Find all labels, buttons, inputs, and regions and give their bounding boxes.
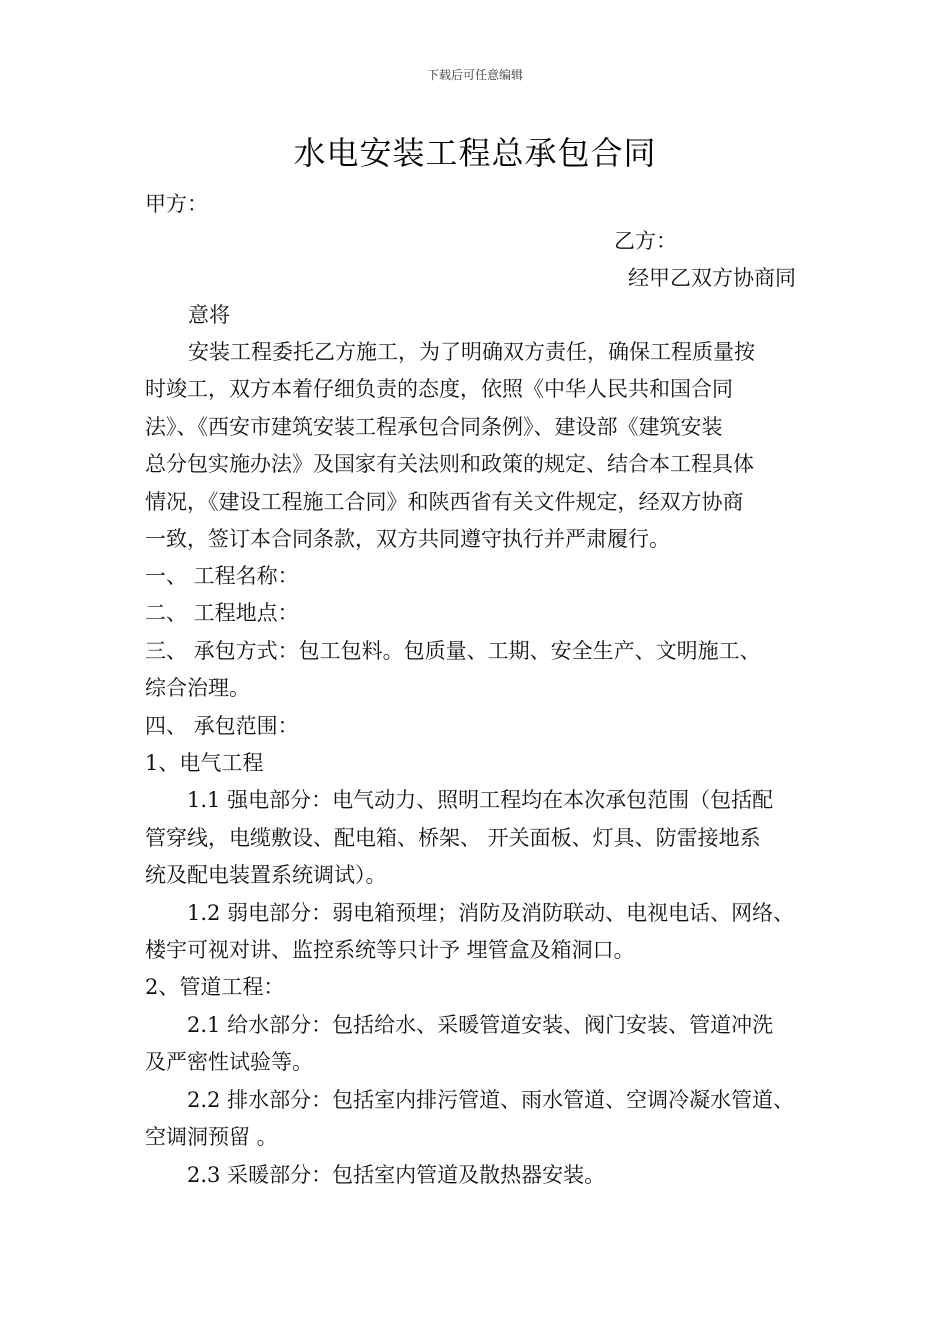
item-strong-current-cont: 统及配电装置系统调试）。 [145,863,387,888]
item-water-supply: 2.1 给水部分：包括给水、采暖管道安装、阀门安装、管道冲洗 [145,1012,774,1037]
item-drainage: 2.2 排水部分：包括室内排污管道、雨水管道、空调冷凝水管道、 [145,1087,795,1112]
preamble-line: 总分包实施办法》及国家有关法则和政策的规定、结合本工程具体 [145,452,754,477]
preamble-line: 时竣工，双方本着仔细负责的态度，依照《中华人民共和国合同 [145,377,733,402]
agreement-line: 经甲乙双方协商同 [628,266,796,290]
preamble-paragraph [145,334,825,558]
preamble-line: 法》、《西安市建筑安装工程承包合同条例》、建设部《建筑安装 [145,414,723,439]
party-b-label: 乙方： [614,229,677,253]
item-drainage-cont: 空调洞预留 。 [145,1125,278,1150]
item-water-supply-cont: 及严密性试验等。 [145,1050,313,1075]
item-weak-current: 1.2 弱电部分：弱电箱预埋；消防及消防联动、电视电话、网络、 [145,900,795,925]
preamble-line: 情况，《建设工程施工合同》和陕西省有关文件规定，经双方协商 [145,489,744,514]
intent-line: 意将 [188,303,230,327]
section-contract-scope: 四、 承包范围： [145,713,299,738]
preamble-line: 一致，签订本合同条款，双方共同遵守执行并严肃履行。 [145,527,670,552]
section-contract-method-cont: 综合治理。 [145,676,250,701]
subsection-electrical: 1、电气工程 [145,751,264,776]
header-note: 下载后可任意编辑 [426,68,523,82]
section-contract-method: 三、 承包方式：包工包料。包质量、工期、安全生产、文明施工、 [145,638,761,663]
page-title: 水电安装工程总承包合同 [293,134,657,172]
section-project-name: 一、 工程名称： [145,564,299,588]
item-heating: 2.3 采暖部分：包括室内管道及散热器安装。 [145,1162,606,1187]
subsection-piping: 2、管道工程： [145,975,285,1000]
party-a-label: 甲方： [145,192,208,216]
contract-sections [145,558,825,1194]
section-project-location: 二、 工程地点： [145,601,299,626]
item-strong-current-cont: 管穿线，电缆敷设、配电箱、桥架、 开关面板、灯具、防雷接地系 [145,825,761,850]
preamble-line: 安装工程委托乙方施工，为了明确双方责任，确保工程质量按 [188,340,755,364]
item-strong-current: 1.1 强电部分：电气动力、照明工程均在本次承包范围（包括配 [145,788,774,813]
item-weak-current-cont: 楼宇可视对讲、监控系统等只计予 埋管盒及箱洞口。 [145,938,635,963]
